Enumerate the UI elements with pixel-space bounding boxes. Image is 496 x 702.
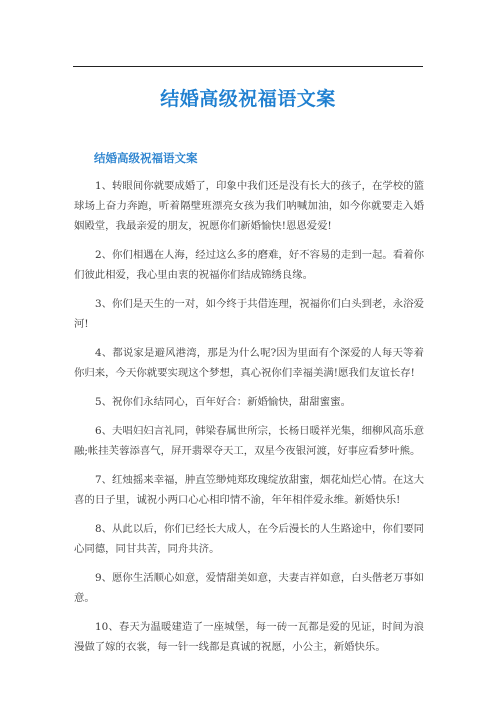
paragraph: 4、都说家是避风港湾，那是为什么呢?因为里面有个深爱的人每天等着你归来，今天你就要实现这个梦想，真心祝你们幸福美满!愿我们友谊长存! [74, 347, 424, 379]
document-body [74, 176, 424, 666]
paragraph: 7、红烛摇来幸福，肿直笠缈炖郑玫瑰绽放甜蜜，烟花灿烂心情。在这大喜的日子里，诚祝小两口心心相印情不渝，年年相伴爱永维。新婚快乐! [74, 474, 424, 506]
paragraph: 8、从此以后，你们已经长大成人，在今后漫长的人生路途中，你们要同心同德，同甘共苦，同舟共济。 [74, 523, 424, 555]
paragraph: 5、祝你们永结同心，百年好合：新婚愉快，甜甜蜜蜜。 [95, 396, 351, 408]
paragraph: 2、你们相遇在人海，经过这么多的磨难，好不容易的走到一起。看着你们彼此相爱，我心里由衷的祝福你们结成锦绣良缘。 [74, 249, 424, 281]
paragraph: 1、转眼间你就要成婚了，印象中我们还是没有长大的孩子，在学校的篮球场上奋力奔跑，听着隔壁班漂亮女孩为我们呐喊加油，如今你就要走入婚姻殿堂，我最亲爱的朋友，祝愿你们新婚愉快!恩恩爱爱! [74, 180, 424, 232]
paragraph: 9、愿你生活顺心如意，爱情甜美如意，夫妻吉祥如意，白头偕老万事如意。 [74, 572, 424, 604]
section-heading: 结婚高级祝福语文案 [94, 151, 198, 165]
paragraph: 3、你们是天生的一对，如今终于共借连理，祝福你们白头到老，永浴爱河! [74, 298, 424, 330]
header-rule [73, 66, 423, 67]
document-title: 结婚高级祝福语文案 [160, 88, 336, 110]
paragraph: 10、春天为温暖建造了一座城堡，每一砖一瓦都是爱的见证，时间为浪漫做了嫁的衣裳，每一针一线都是真诚的祝愿，小公主，新婚快乐。 [74, 621, 424, 653]
paragraph: 6、夫唱妇妇言礼同，韩梁春属世所宗，长杨日暖祥光集，细柳风高乐意融;帐挂芙蓉添喜气，屏开翡翠夺天工，双星今夜银河渡，好事应看梦叶熊。 [74, 425, 424, 457]
